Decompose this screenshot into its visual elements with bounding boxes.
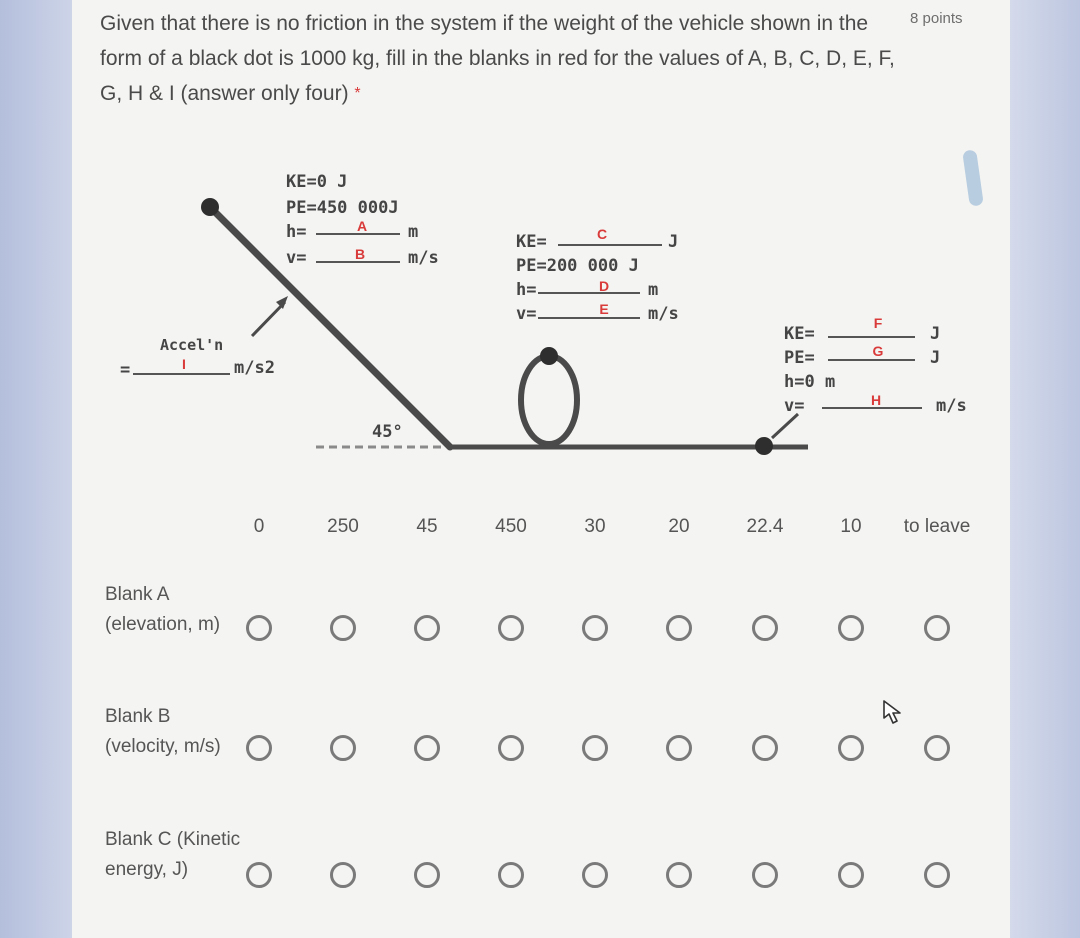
mid-h-unit: m (648, 280, 659, 300)
vehicle-end-dot (755, 437, 773, 455)
radio-button[interactable] (246, 862, 272, 888)
question-text (100, 6, 900, 111)
mid-v-unit: m/s (648, 304, 679, 324)
blank-e-letter: E (599, 301, 609, 317)
radio-button[interactable] (582, 615, 608, 641)
right-v-prefix: v= (784, 396, 805, 416)
diagram-drawing (90, 150, 1010, 470)
right-ke-prefix: KE= (784, 324, 815, 344)
mid-pe-label: PE=200 000 J (516, 256, 639, 276)
top-h-unit: m (408, 222, 419, 242)
top-v-unit: m/s (408, 248, 439, 268)
blank-h-letter: H (870, 392, 882, 408)
radio-button[interactable] (498, 615, 524, 641)
row-label-blank-a: Blank A (elevation, m) (105, 584, 221, 635)
radio-button[interactable] (330, 862, 356, 888)
radio-button[interactable] (414, 615, 440, 641)
question-prompt: Given that there is no friction in the system if the weight of the vehicle shown in the form of a black dot is 1000 kg, fill in the blanks in red for the values of A, B, C, D, E, F, G, H & I (answer only four) (100, 12, 895, 105)
points-label: 8 points (910, 10, 963, 27)
top-pe-label: PE=450 000J (286, 198, 399, 218)
blank-d-letter: D (598, 278, 610, 294)
accel-arrow-line (252, 302, 285, 336)
required-marker: * (354, 85, 361, 102)
radio-button[interactable] (582, 735, 608, 761)
blank-g-letter: G (872, 343, 884, 359)
mid-h-prefix: h= (516, 280, 537, 300)
radio-button[interactable] (924, 735, 950, 761)
column-header-8: to leave (903, 516, 971, 537)
right-h-label: h=0 m (784, 372, 836, 392)
accel-label: Accel'n (160, 336, 224, 354)
radio-button[interactable] (414, 862, 440, 888)
column-header-5: 20 (668, 516, 690, 537)
vehicle-start-dot (201, 198, 219, 216)
blank-c-letter: C (596, 226, 608, 242)
radio-button[interactable] (752, 735, 778, 761)
radio-button[interactable] (666, 862, 692, 888)
end-pointer-line (772, 414, 798, 438)
blank-i-letter: I (182, 356, 186, 372)
radio-button[interactable] (666, 615, 692, 641)
angle-label: 45° (372, 422, 403, 442)
background-right (1010, 0, 1080, 938)
radio-button[interactable] (752, 615, 778, 641)
right-ke-unit: J (930, 324, 941, 344)
vehicle-loop-dot (540, 347, 558, 365)
loop (521, 356, 577, 444)
mid-ke-prefix: KE= (516, 232, 547, 252)
column-header-0: 0 (253, 516, 265, 537)
column-header-7: 10 (840, 516, 862, 537)
radio-button[interactable] (838, 735, 864, 761)
radio-button[interactable] (246, 615, 272, 641)
right-pe-prefix: PE= (784, 348, 815, 368)
radio-button[interactable] (582, 862, 608, 888)
row-label-blank-b: Blank B (velocity, m/s) (105, 706, 221, 757)
background-left (0, 0, 72, 938)
right-v-unit: m/s (936, 396, 967, 416)
radio-button[interactable] (330, 735, 356, 761)
column-header-2: 45 (416, 516, 438, 537)
blank-a-letter: A (356, 218, 368, 234)
top-h-prefix: h= (286, 222, 307, 242)
column-header-6: 22.4 (746, 516, 784, 537)
top-ke-label: KE=0 J (286, 172, 348, 192)
accel-prefix: = (120, 360, 131, 380)
radio-button[interactable] (924, 615, 950, 641)
radio-button[interactable] (414, 735, 440, 761)
mid-v-prefix: v= (516, 304, 537, 324)
accel-arrow-head (276, 296, 288, 309)
mouse-cursor-icon (880, 698, 906, 726)
top-v-prefix: v= (286, 248, 307, 268)
row-label-blank-c: Blank C (Kinetic energy, J) (105, 829, 241, 880)
radio-button[interactable] (924, 862, 950, 888)
accel-unit: m/s2 (234, 358, 275, 378)
blank-b-letter: B (354, 246, 366, 262)
radio-button[interactable] (246, 735, 272, 761)
radio-button[interactable] (666, 735, 692, 761)
radio-button[interactable] (330, 615, 356, 641)
column-header-3: 450 (495, 516, 527, 537)
radio-button[interactable] (838, 862, 864, 888)
radio-button[interactable] (498, 735, 524, 761)
right-pe-unit: J (930, 348, 941, 368)
radio-button[interactable] (838, 615, 864, 641)
radio-button[interactable] (752, 862, 778, 888)
blank-f-letter: F (873, 315, 883, 331)
radio-button[interactable] (498, 862, 524, 888)
column-header-1: 250 (327, 516, 359, 537)
column-header-4: 30 (584, 516, 606, 537)
physics-diagram (90, 150, 1010, 470)
mid-ke-unit: J (668, 232, 679, 252)
